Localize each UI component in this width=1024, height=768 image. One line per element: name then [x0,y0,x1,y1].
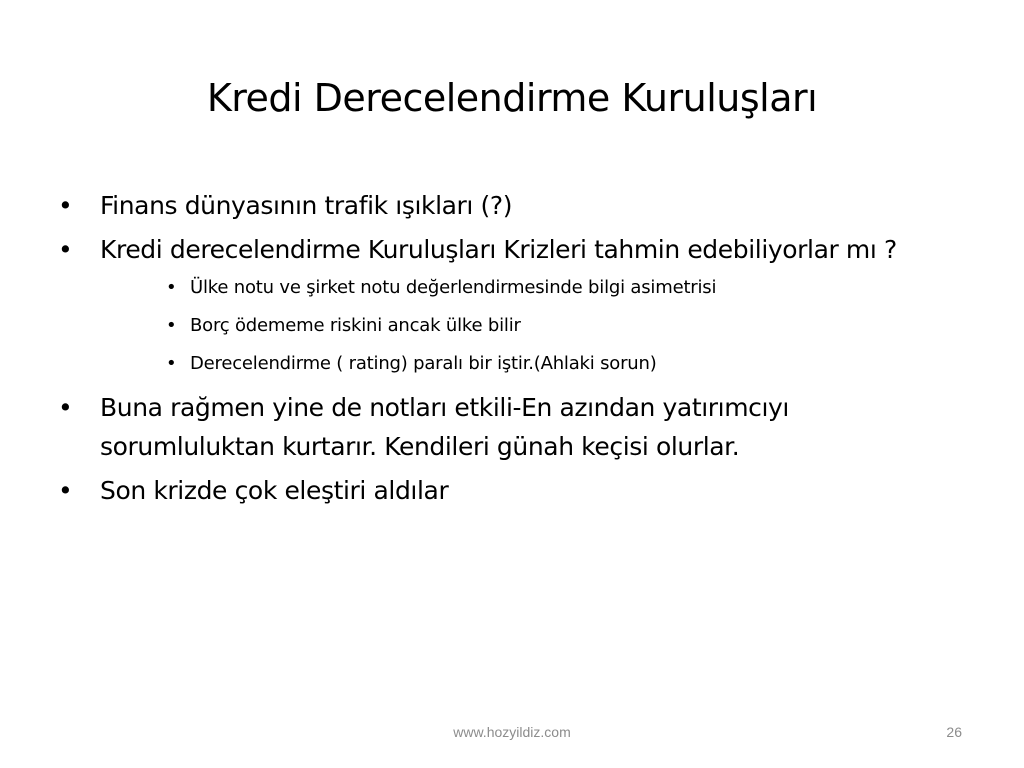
sub-bullet-dot-icon: • [166,315,177,336]
bullet-dot-icon: • [58,393,73,422]
sub-bullet-item [58,274,958,302]
bullet-text: Finans dünyasının trafik ışıkları (?) [100,191,513,220]
bullet-text: Son krizde çok eleştiri aldılar [100,476,449,505]
footer-url: www.hozyildiz.com [453,724,571,740]
bullet-dot-icon: • [58,191,73,220]
page-number: 26 [946,724,962,740]
slide-content [58,186,958,515]
slide-title: Kredi Derecelendirme Kuruluşları [206,76,818,120]
bullet-item [58,230,958,269]
sub-bullet-dot-icon: • [166,277,177,298]
sub-bullet-text: Derecelendirme ( rating) paralı bir iştir.(Ahlaki sorun) [190,353,657,374]
bullet-dot-icon: • [58,235,73,264]
sub-bullet-text: Borç ödememe riskini ancak ülke bilir [190,315,521,336]
bullet-item [58,388,958,466]
bullet-text: Buna rağmen yine de notları etkili-En azından yatırımcıyı sorumluluktan kurtarır. Kendileri günah keçisi olurlar. [100,393,789,461]
bullet-item [58,186,958,225]
bullet-text: Kredi derecelendirme Kuruluşları Krizleri tahmin edebiliyorlar mı ? [100,235,897,264]
sub-bullet-item [58,350,958,378]
sub-bullet-item [58,312,958,340]
bullet-item [58,471,958,510]
bullet-dot-icon: • [58,476,73,505]
sub-bullet-list [58,274,958,378]
sub-bullet-dot-icon: • [166,353,177,374]
sub-bullet-text: Ülke notu ve şirket notu değerlendirmesinde bilgi asimetrisi [190,277,717,298]
